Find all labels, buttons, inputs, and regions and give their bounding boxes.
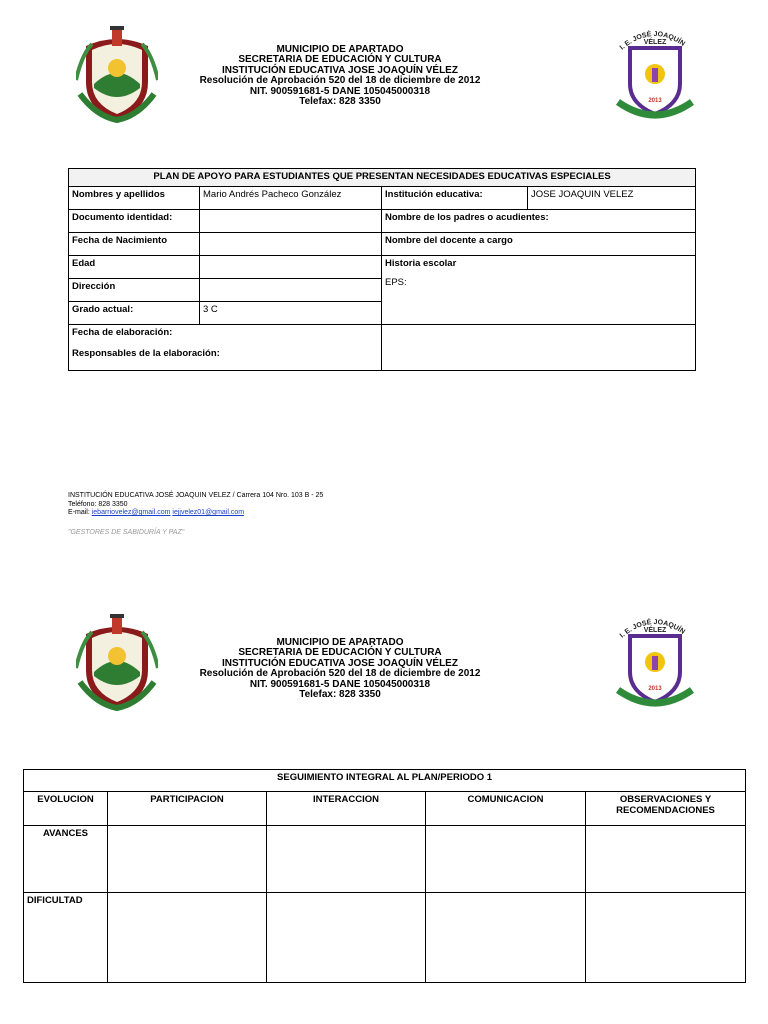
badge-name: VÉLEZ: [643, 39, 667, 46]
historia-label: Historia escolar: [385, 258, 457, 269]
header-line: Resolución de Aprobación 520 del 18 de diciembre de 2012: [199, 668, 481, 680]
institution-header-top: [150, 45, 530, 107]
elaboracion-blank[interactable]: [382, 325, 696, 371]
dificultad-observaciones[interactable]: [586, 893, 746, 983]
header-line: INSTITUCIÓN EDUCATIVA JOSE JOAQUÍN VÉLEZ: [222, 657, 458, 669]
nombres-value[interactable]: Mario Andrés Pacheco González: [200, 187, 382, 210]
municipal-coat-of-arms-top: [76, 24, 158, 124]
fecha-elaboracion-label: Fecha de elaboración:: [72, 327, 173, 338]
avances-observaciones[interactable]: [586, 826, 746, 893]
col-evolucion: EVOLUCION: [24, 792, 108, 826]
dificultad-interaccion[interactable]: [267, 893, 426, 983]
header-line: MUNICIPIO DE APARTADO: [276, 637, 404, 648]
motto: "GESTORES DE SABIDURÍA Y PAZ": [68, 529, 185, 536]
direccion-value[interactable]: [200, 279, 382, 302]
row-dificultad: DIFICULTAD: [24, 893, 108, 983]
institucion-value[interactable]: JOSE JOAQUIN VELEZ: [528, 187, 696, 210]
footer-address: INSTITUCIÓN EDUCATIVA JOSÉ JOAQUIN VELEZ / Carrera 104 Nro. 103 B - 25: [68, 492, 324, 499]
col-observaciones: OBSERVACIONES Y RECOMENDACIONES: [586, 792, 746, 826]
historia-eps-cell[interactable]: [382, 256, 696, 325]
email-link-1[interactable]: iebarriovelez@gmail.com: [91, 509, 171, 516]
header-line: Telefax: 828 3350: [299, 689, 381, 701]
header-line: NIT. 900591681-5 DANE 105045000318: [249, 85, 431, 97]
school-badge-bottom: [612, 612, 698, 712]
footer-phone: Teléfono: 828 3350: [68, 500, 128, 508]
badge-name: VÉLEZ: [643, 627, 667, 634]
fecha-nacimiento-label: Fecha de Nacimiento: [69, 233, 200, 256]
responsables-label: Responsables de la elaboración:: [72, 348, 220, 359]
direccion-label: Dirección: [69, 279, 200, 302]
badge-arc-text: I. E. JOSÉ JOAQUÍN: [618, 30, 686, 52]
support-plan-table: [68, 168, 696, 371]
badge-year: 2013: [648, 686, 662, 692]
row-avances: AVANCES: [24, 826, 108, 893]
grado-label: Grado actual:: [69, 302, 200, 325]
header-line: SECRETARIA DE EDUCACIÓN Y CULTURA: [238, 647, 442, 659]
docente-label: Nombre del docente a cargo: [382, 233, 696, 256]
grado-value[interactable]: 3 C: [200, 302, 382, 325]
documento-value[interactable]: [200, 210, 382, 233]
dificultad-participacion[interactable]: [108, 893, 267, 983]
institucion-label: Institución educativa:: [382, 187, 528, 210]
plan-title: PLAN DE APOYO PARA ESTUDIANTES QUE PRESENTAN NECESIDADES EDUCATIVAS ESPECIALES: [69, 169, 696, 187]
elaboracion-cell[interactable]: [69, 325, 382, 371]
badge-year: 2013: [648, 98, 662, 104]
col-comunicacion: COMUNICACION: [426, 792, 586, 826]
header-line: Telefax: 828 3350: [299, 96, 381, 108]
footer-email-line: [68, 509, 323, 518]
col-interaccion: INTERACCION: [267, 792, 426, 826]
header-line: INSTITUCIÓN EDUCATIVA JOSE JOAQUÍN VÉLEZ: [222, 64, 458, 76]
documento-label: Documento identidad:: [69, 210, 200, 233]
header-line: MUNICIPIO DE APARTADO: [276, 44, 404, 55]
nombres-label: Nombres y apellidos: [69, 187, 200, 210]
col-participacion: PARTICIPACION: [108, 792, 267, 826]
header-line: SECRETARIA DE EDUCACIÓN Y CULTURA: [238, 54, 442, 66]
school-badge-top: [612, 24, 698, 124]
email-link-2[interactable]: iejjvelez01@gmail.com: [172, 509, 245, 516]
header-line: Resolución de Aprobación 520 del 18 de diciembre de 2012: [199, 75, 481, 87]
avances-comunicacion[interactable]: [426, 826, 586, 893]
municipal-coat-of-arms-bottom: [76, 612, 158, 712]
header-line: NIT. 900591681-5 DANE 105045000318: [249, 678, 431, 690]
badge-arc-text: I. E. JOSÉ JOAQUÍN: [618, 618, 686, 640]
footer-email-label: E-mail:: [68, 509, 90, 516]
follow-up-title: SEGUIMIENTO INTEGRAL AL PLAN/PERIODO 1: [24, 770, 746, 792]
edad-value[interactable]: [200, 256, 382, 279]
edad-label: Edad: [69, 256, 200, 279]
eps-label: EPS:: [385, 277, 407, 288]
avances-participacion[interactable]: [108, 826, 267, 893]
dificultad-comunicacion[interactable]: [426, 893, 586, 983]
fecha-nacimiento-value[interactable]: [200, 233, 382, 256]
avances-interaccion[interactable]: [267, 826, 426, 893]
page-footer: [68, 492, 323, 518]
padres-label: Nombre de los padres o acudientes:: [382, 210, 696, 233]
follow-up-table: [23, 769, 746, 983]
institution-header-bottom: [150, 638, 530, 700]
